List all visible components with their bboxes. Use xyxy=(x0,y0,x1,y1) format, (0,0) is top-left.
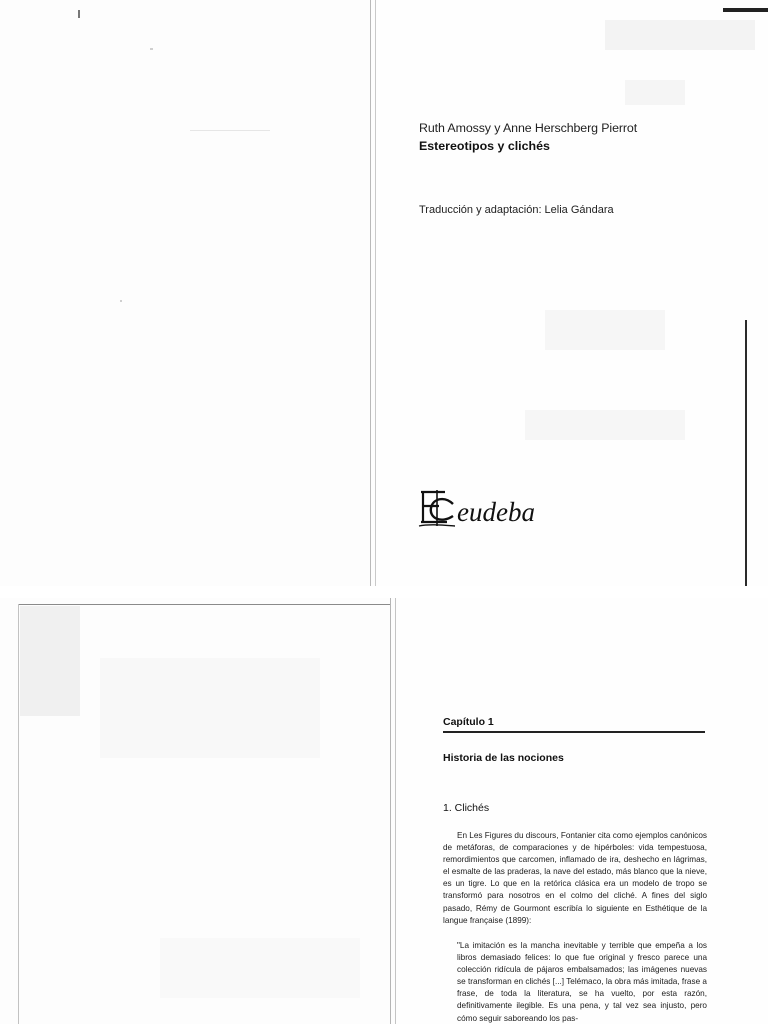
eudeba-logo-icon xyxy=(415,484,459,530)
page-gutter-line xyxy=(390,598,391,1024)
scan-noise xyxy=(160,938,360,998)
scan-noise xyxy=(20,606,80,716)
title-page xyxy=(375,0,768,586)
page-gutter-line xyxy=(395,598,396,1024)
section-title: 1. Clichés xyxy=(443,802,490,814)
scan-noise xyxy=(525,410,685,440)
scan-noise xyxy=(545,310,665,350)
body-paragraph: En Les Figures du discours, Fontanier cita como ejemplos canónicos de metáforas, de comparaciones y de hipérboles: vida tempestuosa, remordimientos que carcomen, inflamado de ira, deshecho en lágrimas, el esmalte de las praderas, la nave del estado, más blanco que la nieve, es un tigre. Lo que en la retórica clásica era un modelo de tropo se transformó para nosotros en el colmo del cliché. A fines del siglo pasado, Rémy de Gourmont escribía lo siguiente en Esthétique de la langue française (1899): xyxy=(443,831,707,925)
page-edge-line xyxy=(745,320,747,586)
book-authors: Ruth Amossy y Anne Herschberg Pierrot xyxy=(419,121,638,135)
scan-speck xyxy=(78,10,80,18)
publisher-name: eudeba xyxy=(457,497,535,527)
scan-noise xyxy=(605,20,755,50)
scan-edge-mark xyxy=(723,8,768,12)
chapter-page xyxy=(395,598,768,1024)
publisher-logo xyxy=(415,484,535,530)
scan-speck xyxy=(150,48,153,50)
scan-speck xyxy=(190,130,270,131)
blank-page-top-left xyxy=(0,0,375,586)
page-edge-line xyxy=(18,604,19,1024)
page-gutter-line xyxy=(370,0,371,586)
page-gutter-line xyxy=(375,0,376,586)
translation-credit: Traducción y adaptación: Lelia Gándara xyxy=(419,204,614,216)
book-title: Estereotipos y clichés xyxy=(419,139,550,153)
scan-noise xyxy=(625,80,685,105)
chapter-divider xyxy=(443,731,705,733)
blank-page-bottom-left xyxy=(0,598,395,1024)
scan-noise xyxy=(100,658,320,758)
scan-speck xyxy=(120,300,122,302)
block-quote: "La imitación es la mancha inevitable y terrible que empeña a los libros demasiado felices: lo que fue original y fresco parece una colección ridícula de pájaros embalsamados; las imágenes nuevas se transforman en clichés [...] Telémaco, la obra más imitada, frase a frase, de toda la literatura, se ha vuelto, por esta razón, definitivamente ilegible. Es una pena, y tal vez sea injusto, pero cómo seguir saboreando los pas- xyxy=(457,941,707,1023)
chapter-label: Capítulo 1 xyxy=(443,716,494,728)
page-top-edge xyxy=(18,604,390,605)
chapter-title: Historia de las nociones xyxy=(443,752,564,764)
